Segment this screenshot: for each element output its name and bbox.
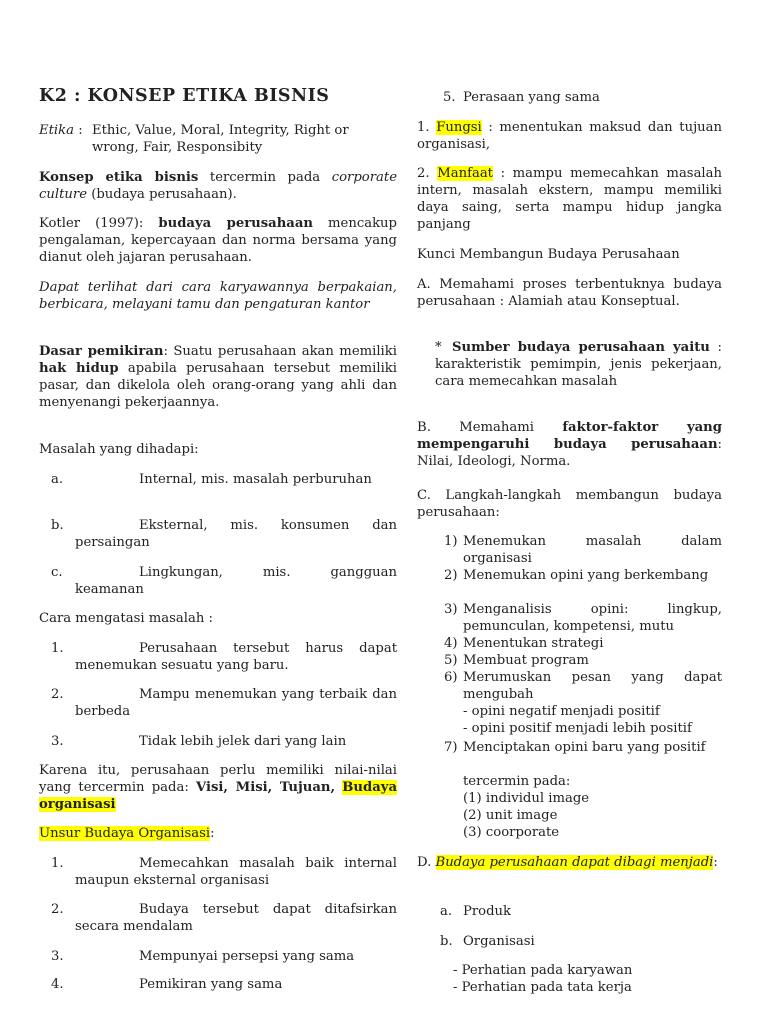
etika-label: Etika	[39, 123, 74, 138]
sumber-text: : karakteristik pemimpin, jenis pekerjaan, cara memecahkan masalah	[435, 340, 722, 389]
tercermin-label: tercermin pada:	[463, 774, 571, 789]
sub-item: - Perhatian pada karyawan	[453, 963, 633, 978]
fungsi-highlight: Fungsi	[436, 120, 482, 135]
list-text: Membuat program	[463, 653, 589, 668]
d-highlight: Budaya perusahaan dapat dibagi menjadi	[435, 855, 714, 870]
dasar-text-b: apabila perusahaan tersebut memiliki pasar, dan dikelola oleh orang-orang yang ahli dan menyenangi pekerjaannya.	[39, 361, 397, 410]
manfaat-paragraph	[417, 165, 722, 233]
bullet-star: *	[435, 340, 442, 355]
manfaat-text: : mampu memecahkan masalah intern, masalah ekstern, mampu memiliki daya saing, serta mampu hidup jangka panjang	[417, 166, 723, 232]
section-c: C. Langkah-langkah membangun budaya perusahaan:	[417, 488, 722, 520]
list-marker: 1.	[51, 641, 64, 656]
list-text: Menemukan masalah dalam organisasi	[463, 534, 722, 566]
d-colon: :	[713, 855, 718, 870]
dapat-paragraph: Dapat terlihat dari cara karyawannya berpakaian, berbicara, melayani tamu dan pengaturan kantor	[39, 280, 397, 312]
konsep-bold: Konsep etika bisnis	[39, 170, 199, 185]
list-text: Memecahkan masalah baik internal maupun eksternal organisasi	[75, 856, 397, 888]
list-marker: 4.	[51, 977, 64, 992]
list-marker: 3.	[51, 734, 64, 749]
kotler-bold: budaya perusahaan	[158, 216, 313, 231]
list-marker: 2)	[444, 568, 458, 583]
list-text: Produk	[463, 904, 512, 919]
b-start: B. Memahami	[417, 420, 563, 435]
sub-item: (1) individul image	[463, 791, 590, 806]
dasar-paragraph	[39, 343, 397, 411]
section-d	[417, 854, 722, 871]
sumber-bold: Sumber budaya perusahaan yaitu	[452, 340, 710, 355]
list-marker: c.	[51, 565, 63, 580]
kunci-heading: Kunci Membangun Budaya Perusahaan	[417, 247, 680, 262]
list-marker: a.	[440, 904, 453, 919]
unsur-heading	[39, 825, 397, 842]
list-marker: 4)	[444, 636, 458, 651]
list-text: Mempunyai persepsi yang sama	[139, 949, 355, 964]
etika-separator: :	[74, 123, 87, 138]
list-marker: a.	[51, 472, 64, 487]
sub-item: - Perhatian pada tata kerja	[453, 980, 632, 995]
list-text: Internal, mis. masalah perburuhan	[139, 472, 372, 487]
unsur-colon: :	[210, 826, 215, 841]
list-marker: b.	[51, 518, 64, 533]
d-label: D.	[417, 855, 436, 870]
list-marker: 3.	[51, 949, 64, 964]
list-text: Mampu menemukan yang terbaik dan berbeda	[75, 687, 397, 719]
konsep-italic: corporate culture	[39, 170, 397, 202]
kotler-end: mencakup pengalaman, kepercayaan dan norma bersama yang dianut oleh jajaran perusahaan.	[39, 216, 397, 265]
sub-item: (2) unit image	[463, 808, 558, 823]
konsep-paragraph	[39, 169, 397, 203]
fungsi-paragraph	[417, 119, 722, 153]
etika-text: Ethic, Value, Moral, Integrity, Right or wrong, Fair, Responsibity	[92, 123, 349, 155]
list-text: Organisasi	[463, 934, 535, 949]
list-text: Menemukan opini yang berkembang	[463, 568, 709, 583]
konsep-mid: tercermin pada	[198, 170, 332, 185]
list-marker: 5.	[443, 90, 456, 105]
budaya-organisasi-highlight: Budaya organisasi	[39, 780, 397, 812]
unsur-highlight: Unsur Budaya Organisasi	[39, 826, 211, 841]
list-text: Pemikiran yang sama	[139, 977, 283, 992]
list-marker: 6)	[444, 670, 458, 685]
fungsi-number: 1.	[417, 120, 437, 135]
karena-text: Karena itu, perusahaan perlu memiliki nilai-nilai yang tercermin pada:	[39, 763, 397, 795]
kotler-start: Kotler (1997):	[39, 216, 159, 231]
list-marker: 2.	[51, 902, 64, 917]
karena-bold: Visi, Misi, Tujuan,	[195, 780, 336, 795]
dasar-bold: Dasar pemikiran	[39, 344, 164, 359]
list-marker: 5)	[444, 653, 458, 668]
dasar-text-a: : Suatu perusahaan akan memiliki	[163, 344, 397, 359]
page-title: K2 : KONSEP ETIKA BISNIS	[39, 86, 330, 106]
sub-item: - opini negatif menjadi positif	[463, 704, 660, 719]
list-marker: 2.	[51, 687, 64, 702]
section-b	[417, 419, 722, 470]
b-bold: faktor-faktor yang mempengaruhi budaya perusahaan	[417, 420, 722, 452]
manfaat-number: 2.	[417, 166, 438, 181]
cara-heading: Cara mengatasi masalah :	[39, 611, 213, 626]
list-marker: 1)	[444, 534, 458, 549]
masalah-heading: Masalah yang dihadapi:	[39, 442, 199, 457]
list-text: Tidak lebih jelek dari yang lain	[139, 734, 347, 749]
list-marker: 1.	[51, 856, 64, 871]
list-text: Eksternal, mis. konsumen dan persaingan	[75, 518, 397, 550]
list-text: Menentukan strategi	[463, 636, 604, 651]
section-a: A. Memahami proses terbentuknya budaya perusahaan : Alamiah atau Konseptual.	[417, 277, 722, 309]
list-text: Perusahaan tersebut harus dapat menemukan sesuatu yang baru.	[75, 641, 397, 673]
list-marker: 7)	[444, 740, 458, 755]
list-text: Menganalisis opini: lingkup, pemunculan, kompetensi, mutu	[463, 602, 722, 634]
dasar-bold-2: hak hidup	[39, 361, 119, 376]
manfaat-highlight: Manfaat	[437, 166, 493, 181]
list-text: Merumuskan pesan yang dapat mengubah	[463, 670, 722, 702]
list-marker: 3)	[444, 602, 458, 617]
b-end: : Nilai, Ideologi, Norma.	[417, 437, 722, 469]
list-marker: b.	[440, 934, 453, 949]
list-text: Budaya tersebut dapat ditafsirkan secara mendalam	[75, 902, 397, 934]
sub-item: (3) coorporate	[463, 825, 560, 840]
sub-item: - opini positif menjadi lebih positif	[463, 721, 692, 736]
fungsi-text: : menentukan maksud dan tujuan organisasi,	[417, 120, 723, 152]
list-text: Perasaan yang sama	[463, 90, 600, 105]
kotler-paragraph	[39, 215, 397, 266]
list-text: Menciptakan opini baru yang positif	[463, 740, 706, 755]
list-text: Lingkungan, mis. gangguan keamanan	[75, 565, 397, 597]
karena-paragraph	[39, 762, 397, 813]
konsep-end: (budaya perusahaan).	[87, 187, 237, 202]
